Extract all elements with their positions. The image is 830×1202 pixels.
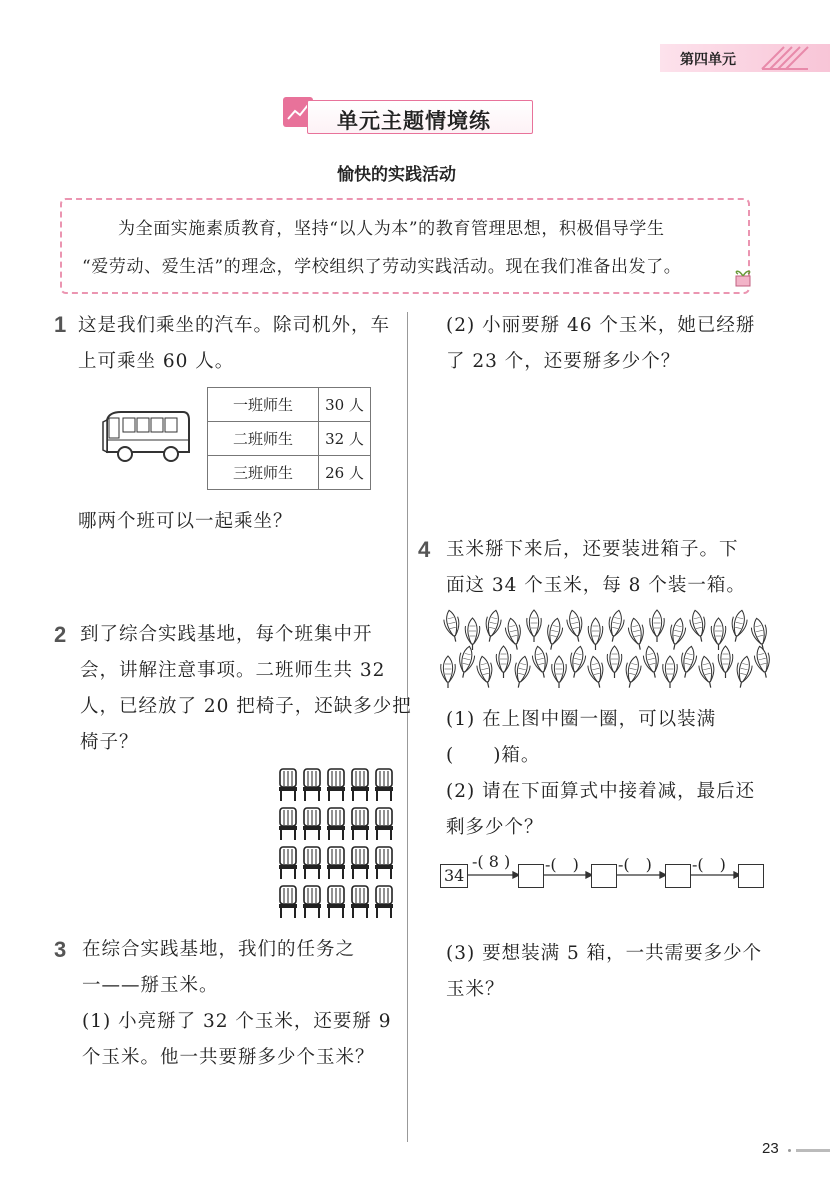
chair-icon [326,807,346,841]
corn-cobs-illustration [436,606,770,692]
corn-cob-icon [511,655,532,689]
q2-line-3: 人，已经放了 20 把椅子，还缺多少把 [80,696,412,717]
table-cell-count: 30 人 [319,388,371,422]
corn-cob-icon [567,645,588,679]
chair-icon [374,846,394,880]
subtraction-chain [438,850,768,892]
chair-icon [278,846,298,880]
chair-icon [374,807,394,841]
table-cell-count: 26 人 [319,456,371,490]
corn-cob-icon [607,646,622,678]
chair-icon [350,807,370,841]
corn-cob-icon [650,610,665,642]
corn-cob-icon [752,645,770,679]
table-cell-class: 一班师生 [208,388,319,422]
table-cell-class: 二班师生 [208,422,319,456]
column-divider [407,312,408,1142]
corn-cob-icon [711,618,726,650]
q3-part1-line-2: 个玉米。他一共要掰多少个玉米？ [82,1047,375,1068]
q3-line-1: 在综合实践基地，我们的任务之 [82,939,356,960]
corn-cob-icon [605,609,626,643]
q1-question: 哪两个班可以一起乘坐？ [78,511,293,532]
q3-part2-line-1: (2) 小丽要掰 46 个玉米，她已经掰 [446,315,756,336]
chair-icon [278,885,298,919]
chair-icon [302,846,322,880]
corn-cob-icon [441,656,456,688]
chain-label-3: -( ) [618,855,652,874]
chair-icon [302,885,322,919]
q2-line-4: 椅子？ [80,732,139,753]
q4-part1-line-1: (1) 在上图中圈一圈，可以装满 [446,709,717,730]
q4-line-1: 玉米掰下来后，还要装进箱子。下 [446,539,739,560]
q2-line-2: 会，讲解注意事项。二班师生共 32 [80,660,386,681]
corn-cob-icon [697,655,718,689]
chair-icon [278,768,298,802]
q4-part1-line-2: ( )箱。 [446,745,541,766]
chair-icon [350,768,370,802]
corn-cob-icon [527,610,542,642]
question-number-2: 2 [54,622,67,647]
page-number: 23 [762,1140,779,1157]
start-value: 34 [444,866,465,885]
intro-line-1: 为全面实施素质教育，坚持“以人为本”的教育管理思想，积极倡导学生 [118,219,665,239]
chair-icon [350,885,370,919]
corn-cob-icon [565,609,586,643]
chair-icon [278,807,298,841]
chain-label-2: -( ) [545,855,579,874]
answer-box-4[interactable] [738,864,764,888]
table-row [208,422,371,456]
bus-icon [101,408,193,468]
q4-part2-line-1: (2) 请在下面算式中接着减，最后还 [446,781,756,802]
corn-cob-icon [678,645,699,679]
corn-cob-icon [586,655,607,689]
table-row [208,456,371,490]
chair-icon [302,768,322,802]
q3-part1-line-1: (1) 小亮掰了 32 个玉米，还要掰 9 [82,1011,392,1032]
q1-line-2: 上可乘坐 60 人。 [78,351,235,372]
corn-cob-icon [588,618,603,650]
sprout-icon [732,266,754,288]
table-cell-class: 三班师生 [208,456,319,490]
corn-cob-icon [626,617,647,651]
corn-cob-icon [663,656,678,688]
q1-line-1: 这是我们乘坐的汽车。除司机外，车 [78,315,391,336]
table-row [208,388,371,422]
corn-cob-icon [442,609,463,643]
corn-cob-icon [667,617,688,651]
unit-label: 第四单元 [680,51,736,67]
corn-cob-icon [733,655,754,689]
corn-cob-icon [465,618,480,650]
chair-icon [326,885,346,919]
q4-line-2: 面这 34 个玉米，每 8 个装一箱。 [446,575,746,596]
q4-part2-line-2: 剩多少个？ [446,817,544,838]
table-cell-count: 32 人 [319,422,371,456]
stripes-icon [758,45,810,71]
intro-line-2: “爱劳动、爱生活”的理念，学校组织了劳动实践活动。现在我们准备出发了。 [82,257,682,277]
banner-title: 单元主题情境练 [337,110,491,133]
corn-cob-icon [688,609,709,643]
q4-part3-line-1: (3) 要想装满 5 箱，一共需要多少个 [446,943,763,964]
chair-icon [326,846,346,880]
corn-cob-icon [552,656,567,688]
subtitle: 愉快的实践活动 [337,165,456,185]
question-number-1: 1 [54,312,67,337]
footer-rule [796,1149,830,1152]
corn-cob-icon [544,617,565,651]
answer-box-2[interactable] [591,864,617,888]
q2-line-1: 到了综合实践基地，每个班集中开 [80,624,373,645]
footer-dot [788,1149,791,1152]
q3-line-2: 一——掰玉米。 [82,975,219,996]
chair-icon [326,768,346,802]
unit-header-tab [660,44,830,72]
corn-cob-icon [530,645,551,679]
chair-icon [350,846,370,880]
answer-box-3[interactable] [665,864,691,888]
corn-cob-icon [718,646,733,678]
chair-icon [302,807,322,841]
title-banner [283,97,533,137]
question-number-4: 4 [418,537,431,562]
corn-cob-icon [496,646,511,678]
corn-cob-icon [728,609,749,643]
answer-box-1[interactable] [518,864,544,888]
question-number-3: 3 [54,937,67,962]
corn-cob-icon [622,655,643,689]
corn-cob-icon [641,645,662,679]
chain-label-4: -( ) [692,855,726,874]
corn-cob-icon [475,655,496,689]
q3-part2-line-2: 了 23 个，还要掰多少个？ [446,351,681,372]
chairs-grid [278,768,398,920]
chain-label-1: -( 8 ) [472,852,511,871]
corn-cob-icon [503,617,524,651]
corn-cob-icon [482,609,503,643]
chair-icon [374,885,394,919]
intro-box [60,198,750,294]
chair-icon [374,768,394,802]
q4-part3-line-2: 玉米？ [446,979,505,1000]
class-table [207,387,371,490]
corn-cob-icon [456,645,477,679]
